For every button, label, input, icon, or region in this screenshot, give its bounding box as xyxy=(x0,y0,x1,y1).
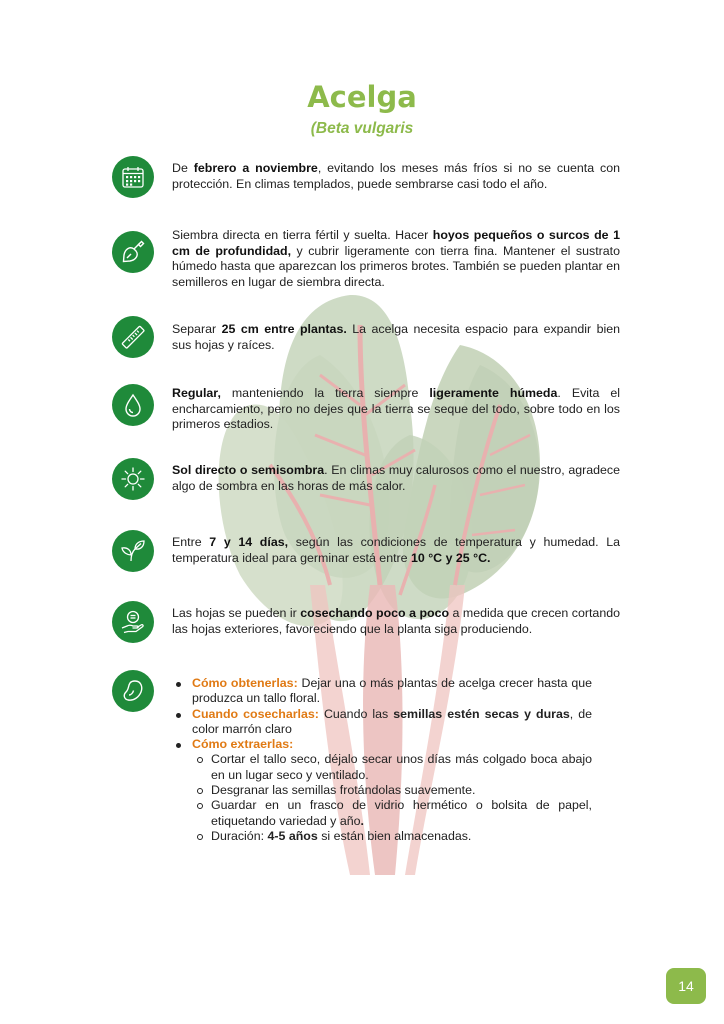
sowing-method-text: Siembra directa en tierra fértil y suelta. Hacer hoyos pequeños o surcos de 1 cm de profundidad, y cubrir ligeramente con tierra fina. Mantener el sustrato húmedo hasta que aparezcan los primeros brotes. También se pueden plantar en semilleros en lugar de siembra directa. xyxy=(172,228,620,289)
watering-text: Regular, manteniendo la tierra siempre ligeramente húmeda. Evita el encharcamiento, pero no dejes que la tierra se seque del todo, sobre todo en los primeros estadios. xyxy=(172,386,620,432)
seed-icon xyxy=(112,670,154,712)
sowing-time-text: De febrero a noviembre, evitando los meses más fríos si no se cuenta con protección. En climas templados, puede sembrarse casi todo el año. xyxy=(172,161,620,191)
light-text: Sol directo o semisombra. En climas muy calurosos como el nuestro, agradece algo de sombra en las horas de más calor. xyxy=(172,463,620,493)
list-item: Duración: 4-5 años si están bien almacenadas. xyxy=(172,829,592,844)
ruler-icon xyxy=(112,316,154,358)
sun-icon xyxy=(112,458,154,500)
list-item: Desgranar las semillas frotándolas suavemente. xyxy=(172,783,592,798)
list-item: Cómo obtenerlas: Dejar una o más plantas de acelga crecer hasta que produzca un tallo floral. xyxy=(172,676,592,707)
hand-harvest-icon xyxy=(112,601,154,643)
sprout-icon xyxy=(112,530,154,572)
germination-text: Entre 7 y 14 días, según las condiciones de temperatura y humedad. La temperatura ideal para germinar está entre 10 °C y 25 °C. xyxy=(172,535,620,565)
calendar-icon xyxy=(112,156,154,198)
page-title: Acelga xyxy=(307,80,417,114)
trowel-icon xyxy=(112,231,154,273)
page-subtitle: (Beta vulgaris xyxy=(310,120,414,137)
seed-saving-list xyxy=(172,676,592,844)
water-drop-icon xyxy=(112,384,154,426)
list-item: Guardar en un frasco de vidrio hermético o bolsita de papel, etiquetando variedad y año. xyxy=(172,798,592,829)
list-item: Cómo extraerlas: Cortar el tallo seco, déjalo secar unos días más colgado boca abajo en un lugar seco y ventilado. Desgranar las semillas frotándolas suavemente. Guardar en un frasco de vidrio hermético o bolsita de papel, etiquetando variedad y año. Duración: 4-5 años si están bien almacenadas. xyxy=(172,737,592,844)
page-number: 14 xyxy=(666,968,706,1004)
list-item: Cuando cosecharlas: Cuando las semillas estén secas y duras, de color marrón claro xyxy=(172,707,592,738)
list-item: Cortar el tallo seco, déjalo secar unos días más colgado boca abajo en un lugar seco y ventilado. xyxy=(172,752,592,783)
spacing-text: Separar 25 cm entre plantas. La acelga necesita espacio para expandir bien sus hojas y raíces. xyxy=(172,322,621,352)
harvest-text: Las hojas se pueden ir cosechando poco a poco a medida que crecen cortando las hojas exteriores, favoreciendo que la planta siga produciendo. xyxy=(172,606,620,636)
